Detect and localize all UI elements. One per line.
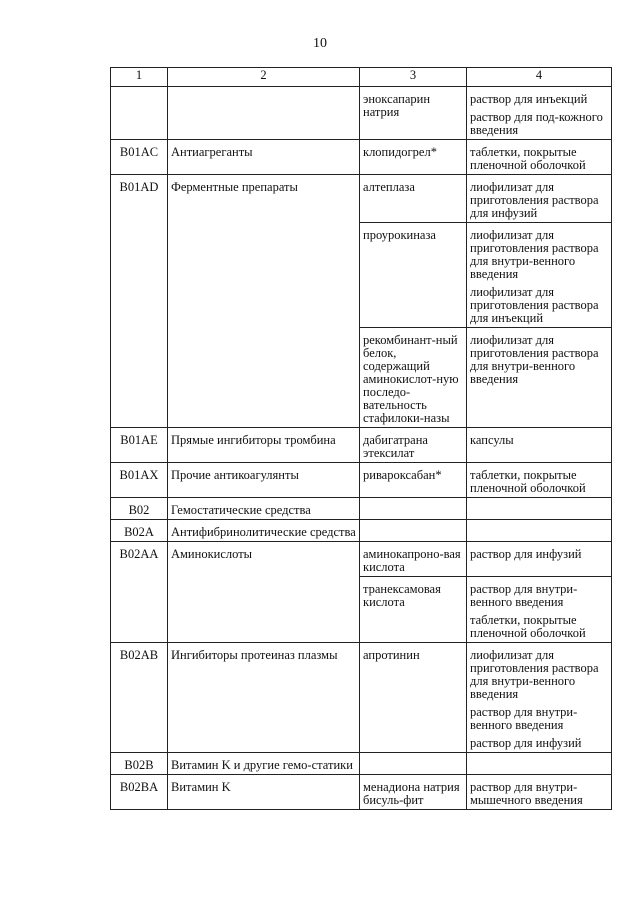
dosage-form: раствор для под-кожного введения	[470, 110, 603, 137]
dosage-forms	[467, 498, 612, 520]
dosage-forms	[467, 428, 612, 463]
dosage-forms	[467, 175, 612, 223]
table-row	[111, 498, 612, 520]
table-row	[111, 643, 612, 753]
atc-code: B01AD	[111, 175, 168, 428]
dosage-forms	[467, 520, 612, 542]
group-name: Прочие антикоагулянты	[168, 463, 360, 498]
dosage-form: раствор для внутри-венного введения	[470, 582, 578, 609]
dosage-forms	[467, 223, 612, 328]
atc-code: B01AX	[111, 463, 168, 498]
dosage-form: таблетки, покрытые пленочной оболочкой	[470, 468, 586, 495]
table-body	[111, 87, 612, 810]
dosage-forms	[467, 328, 612, 428]
atc-code: B02A	[111, 520, 168, 542]
drug-name: менадиона натрия бисуль-фит	[360, 775, 467, 810]
dosage-forms	[467, 577, 612, 643]
dosage-form: лиофилизат для приготовления раствора для внутри-венного введения	[470, 648, 599, 701]
atc-code: B02AB	[111, 643, 168, 753]
drug-name: проурокиназа	[360, 223, 467, 328]
atc-code: B02BA	[111, 775, 168, 810]
group-name: Ферментные препараты	[168, 175, 360, 428]
dosage-forms	[467, 542, 612, 577]
dosage-form: раствор для инфузий	[470, 547, 582, 561]
drug-name: эноксапарин натрия	[360, 87, 467, 140]
group-name: Ингибиторы протеиназ плазмы	[168, 643, 360, 753]
group-name: Гемостатические средства	[168, 498, 360, 520]
drug-name: алтеплаза	[360, 175, 467, 223]
group-name: Прямые ингибиторы тромбина	[168, 428, 360, 463]
atc-code	[111, 87, 168, 140]
drug-name	[360, 520, 467, 542]
table-row	[111, 463, 612, 498]
group-name	[168, 87, 360, 140]
dosage-form: раствор для инъекций	[470, 92, 588, 106]
table-row	[111, 520, 612, 542]
dosage-forms	[467, 753, 612, 775]
dosage-form: капсулы	[470, 433, 514, 447]
dosage-form: лиофилизат для приготовления раствора для внутри-венного введения	[470, 228, 599, 281]
table-row	[111, 87, 612, 140]
drug-name	[360, 753, 467, 775]
drug-name: аминокапроно-вая кислота	[360, 542, 467, 577]
atc-code: B01AC	[111, 140, 168, 175]
dosage-forms	[467, 643, 612, 753]
column-header: 1	[111, 68, 168, 87]
drug-table	[110, 67, 612, 810]
dosage-form: лиофилизат для приготовления раствора для инъекций	[470, 285, 599, 325]
drug-name: рекомбинант-ный белок, содержащий аминокислот-ную последо-вательность стафилоки-назы	[360, 328, 467, 428]
table-row	[111, 428, 612, 463]
dosage-form: лиофилизат для приготовления раствора для инфузий	[470, 180, 599, 220]
group-name: Витамин K и другие гемо-статики	[168, 753, 360, 775]
column-header: 2	[168, 68, 360, 87]
table-header-row	[111, 68, 612, 87]
table-row	[111, 140, 612, 175]
dosage-form: лиофилизат для приготовления раствора для внутри-венного введения	[470, 333, 599, 386]
drug-name: транексамовая кислота	[360, 577, 467, 643]
column-header: 3	[360, 68, 467, 87]
drug-name: дабигатрана этексилат	[360, 428, 467, 463]
table-row	[111, 775, 612, 810]
group-name: Аминокислоты	[168, 542, 360, 643]
table-row	[111, 175, 612, 223]
dosage-form: таблетки, покрытые пленочной оболочкой	[470, 613, 586, 640]
atc-code: B02	[111, 498, 168, 520]
column-header: 4	[467, 68, 612, 87]
dosage-form: раствор для внутри-венного введения	[470, 705, 578, 732]
table-row	[111, 753, 612, 775]
dosage-form: раствор для инфузий	[470, 736, 582, 750]
atc-code: B02AA	[111, 542, 168, 643]
dosage-forms	[467, 140, 612, 175]
page-number: 10	[313, 36, 327, 51]
drug-name: апротинин	[360, 643, 467, 753]
group-name: Антиагреганты	[168, 140, 360, 175]
dosage-forms	[467, 775, 612, 810]
drug-name: ривароксабан*	[360, 463, 467, 498]
atc-code: B02B	[111, 753, 168, 775]
dosage-form: таблетки, покрытые пленочной оболочкой	[470, 145, 586, 172]
dosage-forms	[467, 463, 612, 498]
drug-name: клопидогрел*	[360, 140, 467, 175]
dosage-forms	[467, 87, 612, 140]
atc-code: B01AE	[111, 428, 168, 463]
group-name: Витамин K	[168, 775, 360, 810]
dosage-form: раствор для внутри-мышечного введения	[470, 780, 583, 807]
table-row	[111, 542, 612, 577]
drug-name	[360, 498, 467, 520]
group-name: Антифибринолитические средства	[168, 520, 360, 542]
